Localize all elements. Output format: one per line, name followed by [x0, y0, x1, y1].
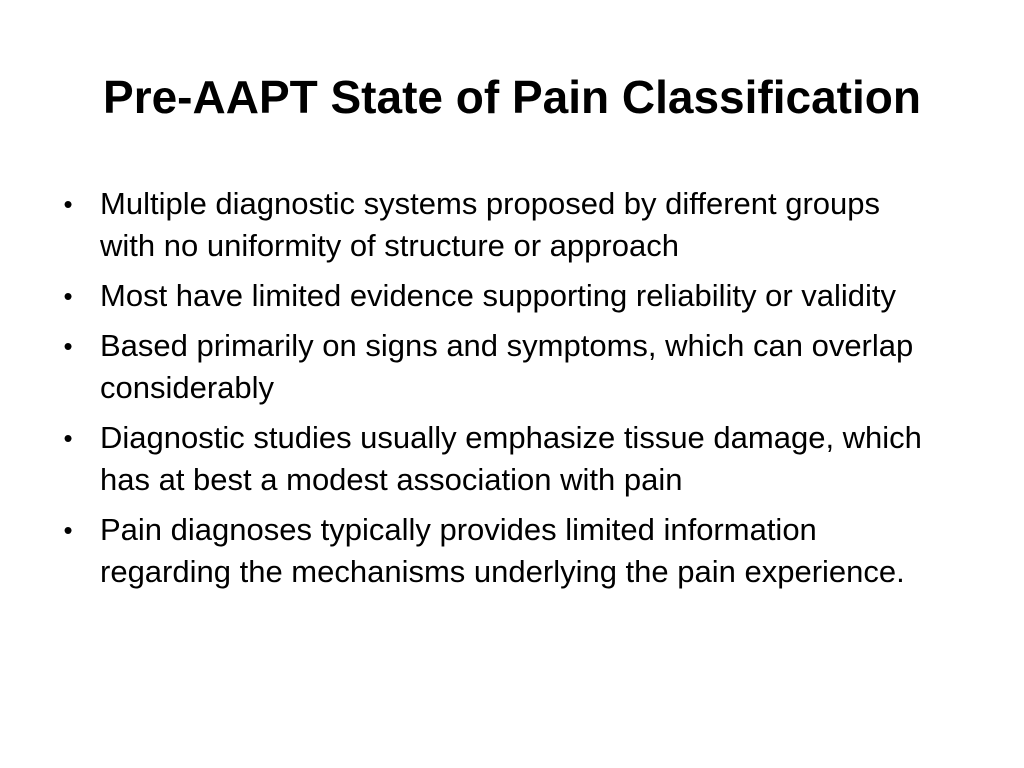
- bullet-text: Based primarily on signs and symptoms, which can overlap considerably: [100, 328, 914, 405]
- bullet-text: Multiple diagnostic systems proposed by different groups with no uniformity of structure or approach: [100, 186, 881, 263]
- bullet-icon: •: [63, 515, 73, 545]
- slide-title: Pre-AAPT State of Pain Classification: [103, 71, 921, 123]
- bullet-text: Pain diagnoses typically provides limited information regarding the mechanisms underlying the pain experience.: [100, 512, 905, 589]
- bullet-text: Diagnostic studies usually emphasize tissue damage, which has at best a modest association with pain: [100, 420, 922, 497]
- bullet-item-1: [58, 183, 938, 267]
- bullet-item-4: [58, 417, 938, 501]
- bullet-icon: •: [63, 331, 73, 361]
- bullet-item-3: [58, 325, 938, 409]
- bullet-item-2: [58, 275, 938, 317]
- bullet-icon: •: [63, 189, 73, 219]
- bullet-icon: •: [63, 281, 73, 311]
- bullet-list: [58, 183, 938, 601]
- bullet-icon: •: [63, 423, 73, 453]
- bullet-text: Most have limited evidence supporting reliability or validity: [100, 278, 897, 313]
- bullet-item-5: [58, 509, 938, 593]
